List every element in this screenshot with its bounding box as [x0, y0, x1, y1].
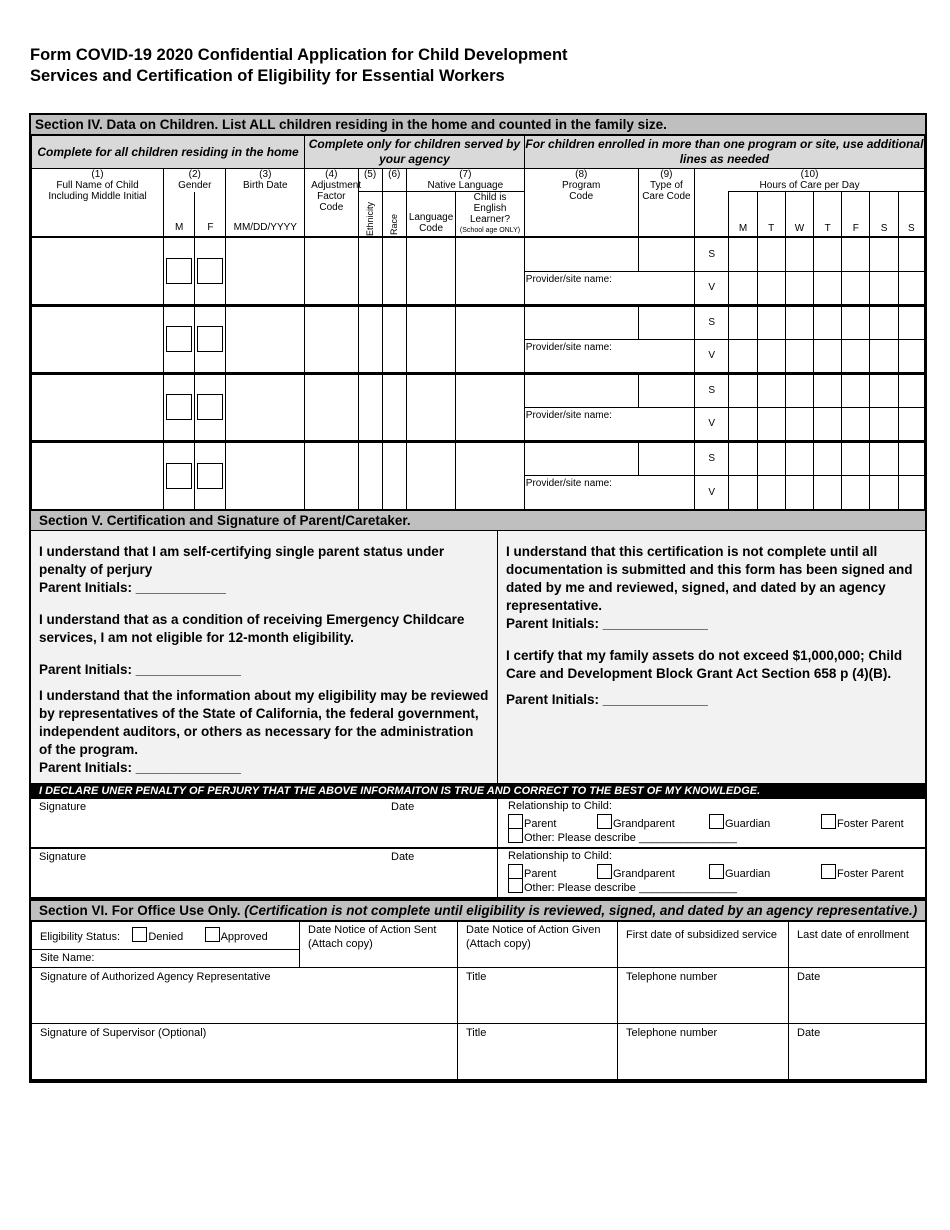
- program-code-field[interactable]: [524, 237, 638, 271]
- hours-cell[interactable]: [785, 407, 813, 441]
- hours-v-label: V: [695, 271, 729, 305]
- hours-cell[interactable]: [842, 441, 870, 475]
- hours-cell[interactable]: [898, 237, 924, 271]
- hours-cell[interactable]: [814, 305, 842, 339]
- checkbox-icon: [709, 864, 724, 879]
- children-table: [31, 135, 925, 510]
- race-field[interactable]: [382, 237, 406, 305]
- col10-label: Hours of Care per Day: [759, 180, 860, 191]
- hours-cell[interactable]: [785, 271, 813, 305]
- cert-12-month: I understand that as a condition of receiving Emergency Childcare services, I am not eligible for 12-month eligibility.: [39, 611, 465, 645]
- relationship-grandparent[interactable]: Grandparent: [597, 814, 675, 830]
- provider-site-field[interactable]: Provider/site name:: [524, 339, 694, 373]
- child-row: [32, 305, 925, 339]
- initials-assets[interactable]: Parent Initials: ______________: [506, 691, 708, 707]
- child-row: [32, 373, 925, 407]
- hours-cell[interactable]: [842, 475, 870, 509]
- hours-cell[interactable]: [842, 373, 870, 407]
- hours-cell[interactable]: [898, 475, 924, 509]
- gender-f-checkbox[interactable]: [197, 258, 223, 284]
- supervisor-date-field[interactable]: Date: [789, 1023, 926, 1079]
- day-sat: S: [870, 192, 898, 238]
- hours-cell[interactable]: [729, 237, 757, 271]
- provider-site-field[interactable]: Provider/site name:: [524, 407, 694, 441]
- hours-cell[interactable]: [898, 373, 924, 407]
- section5-heading: Section V. Certification and Signature of Parent/Caretaker.: [31, 510, 925, 530]
- col3-num: (3): [259, 169, 272, 180]
- col2-label: Gender: [178, 180, 212, 191]
- signature-field[interactable]: [31, 799, 498, 847]
- initials-12-month[interactable]: Parent Initials: ______________: [39, 661, 241, 677]
- care-type-field[interactable]: [638, 305, 694, 339]
- notice-sent-field[interactable]: Date Notice of Action Sent (Attach copy): [300, 921, 458, 967]
- checkbox-icon: [508, 828, 523, 843]
- col8-num: (8): [575, 169, 588, 180]
- hours-cell[interactable]: [757, 339, 785, 373]
- notice-given-field[interactable]: Date Notice of Action Given (Attach copy): [458, 921, 618, 967]
- perjury-declaration: I DECLARE UNER PENALTY OF PERJURY THAT THE ABOVE INFORMAITON IS TRUE AND CORRECT TO THE BEST OF MY KNOWLEDGE.: [31, 783, 925, 799]
- hours-cell[interactable]: [757, 305, 785, 339]
- checkbox-icon: [508, 814, 523, 829]
- signature-row: [31, 849, 925, 899]
- hours-cell[interactable]: [842, 271, 870, 305]
- gender-m-checkbox[interactable]: [166, 394, 192, 420]
- hours-s-label: S: [695, 237, 729, 271]
- care-type-field[interactable]: [638, 441, 694, 475]
- provider-site-field[interactable]: Provider/site name:: [524, 271, 694, 305]
- hours-cell[interactable]: [870, 305, 898, 339]
- supervisor-title-field[interactable]: Title: [458, 1023, 618, 1079]
- program-code-field[interactable]: [524, 373, 638, 407]
- hours-cell[interactable]: [729, 271, 757, 305]
- col7-num: (7): [459, 169, 472, 180]
- ethnicity-field[interactable]: [358, 373, 382, 441]
- hours-cell[interactable]: [785, 441, 813, 475]
- relationship-foster[interactable]: Foster Parent: [821, 864, 904, 880]
- english-learner-field[interactable]: [456, 237, 525, 305]
- gender-m-checkbox[interactable]: [166, 258, 192, 284]
- initials-single-parent[interactable]: Parent Initials: ____________: [39, 579, 226, 595]
- hours-cell[interactable]: [842, 305, 870, 339]
- col9-num: (9): [660, 169, 673, 180]
- day-thu: T: [814, 192, 842, 238]
- col5-num: (5): [358, 169, 382, 192]
- adjustment-code-field[interactable]: [305, 373, 358, 441]
- english-learner-field[interactable]: [456, 373, 525, 441]
- program-code-field[interactable]: [524, 441, 638, 475]
- child-row: [32, 237, 925, 271]
- col1-num: (1): [91, 169, 104, 180]
- hours-cell[interactable]: [870, 237, 898, 271]
- form-title-line1: Form COVID-19 2020 Confidential Application for Child Development: [30, 46, 568, 64]
- relationship-parent[interactable]: Parent: [508, 864, 556, 880]
- hours-cell[interactable]: [842, 339, 870, 373]
- day-tue: T: [757, 192, 785, 238]
- form-title-line2: Services and Certification of Eligibility for Essential Workers: [30, 67, 505, 85]
- birth-date-field[interactable]: [226, 237, 305, 305]
- english-learner-field[interactable]: [456, 441, 525, 509]
- child-name-field[interactable]: [32, 441, 164, 509]
- adjustment-code-field[interactable]: [305, 305, 358, 373]
- col4-label: Adjustment Factor Code: [311, 180, 362, 213]
- ethnicity-field[interactable]: [358, 441, 382, 509]
- relationship-label: Relationship to Child:: [508, 799, 612, 812]
- group-agency-children: Complete only for children served by your agency: [305, 136, 525, 169]
- col4-num: (4): [325, 169, 338, 180]
- signature-label: Signature: [39, 850, 87, 863]
- day-fri: F: [842, 192, 870, 238]
- col1-sub: Including Middle Initial: [48, 191, 147, 202]
- ethnicity-field[interactable]: [358, 237, 382, 305]
- race-field[interactable]: [382, 305, 406, 373]
- hours-cell[interactable]: [729, 475, 757, 509]
- agency-date-field[interactable]: Date: [789, 967, 926, 1023]
- checkbox-icon: [821, 864, 836, 879]
- eligibility-status: Eligibility Status: Denied Approved: [32, 921, 300, 949]
- col2-num: (2): [188, 169, 201, 180]
- signature-row: [31, 799, 925, 849]
- provider-site-field[interactable]: Provider/site name:: [524, 475, 694, 509]
- hours-v-label: V: [695, 339, 729, 373]
- hours-cell[interactable]: [785, 373, 813, 407]
- approved-checkbox[interactable]: Approved: [205, 931, 268, 943]
- form-title: [30, 45, 568, 87]
- hours-cell[interactable]: [757, 441, 785, 475]
- checkbox-icon: [709, 814, 724, 829]
- hours-cell[interactable]: [898, 271, 924, 305]
- group-all-children: Complete for all children residing in the home: [32, 136, 305, 169]
- first-date-field[interactable]: First date of subsidized service: [618, 921, 789, 967]
- relationship-other[interactable]: Other: Please describe ________________: [508, 878, 915, 894]
- day-mon: M: [729, 192, 757, 238]
- hours-cell[interactable]: [757, 407, 785, 441]
- care-type-field[interactable]: [638, 237, 694, 271]
- child-name-field[interactable]: [32, 373, 164, 441]
- gender-f-label: F: [195, 192, 226, 238]
- hours-cell[interactable]: [729, 441, 757, 475]
- adjustment-code-field[interactable]: [305, 237, 358, 305]
- section4-heading: Section IV. Data on Children. List ALL children residing in the home and counted in the family size.: [31, 115, 925, 135]
- english-learner-label: Child is English Learner?: [470, 192, 511, 225]
- hours-cell[interactable]: [898, 441, 924, 475]
- birth-date-field[interactable]: [226, 441, 305, 509]
- hours-v-label: V: [695, 475, 729, 509]
- hours-cell[interactable]: [870, 407, 898, 441]
- hours-cell[interactable]: [842, 237, 870, 271]
- hours-cell[interactable]: [870, 339, 898, 373]
- care-type-field[interactable]: [638, 373, 694, 407]
- checkbox-icon: [132, 927, 147, 942]
- relationship-label: Relationship to Child:: [508, 849, 612, 862]
- language-code-field[interactable]: [406, 237, 455, 305]
- hours-cell[interactable]: [842, 407, 870, 441]
- col8-label: Program Code: [562, 180, 601, 202]
- col6-num: (6): [382, 169, 406, 192]
- checkbox-icon: [821, 814, 836, 829]
- ethnicity-field[interactable]: [358, 305, 382, 373]
- hours-cell[interactable]: [785, 305, 813, 339]
- hours-cell[interactable]: [757, 373, 785, 407]
- group-multi-program: For children enrolled in more than one program or site, use additional lines as needed: [524, 136, 924, 169]
- relationship-grandparent[interactable]: Grandparent: [597, 864, 675, 880]
- site-name-field[interactable]: Site Name:: [32, 949, 300, 967]
- checkbox-icon: [508, 878, 523, 893]
- hours-cell[interactable]: [814, 407, 842, 441]
- race-field[interactable]: [382, 373, 406, 441]
- initials-review[interactable]: Parent Initials: ______________: [39, 759, 241, 775]
- gender-f-checkbox[interactable]: [197, 326, 223, 352]
- denied-checkbox[interactable]: Denied: [132, 931, 183, 943]
- relationship-guardian[interactable]: Guardian: [709, 814, 770, 830]
- english-learner-field[interactable]: [456, 305, 525, 373]
- gender-m-checkbox[interactable]: [166, 326, 192, 352]
- hours-cell[interactable]: [814, 271, 842, 305]
- hours-cell[interactable]: [814, 475, 842, 509]
- date-label: Date: [391, 800, 415, 813]
- hours-cell[interactable]: [870, 373, 898, 407]
- section6-heading: Section VI. For Office Use Only. (Certification is not complete until eligibility is reviewed, signed, and dated by an agency representative.): [31, 899, 925, 921]
- day-sun: S: [898, 192, 924, 238]
- gender-f-checkbox[interactable]: [197, 463, 223, 489]
- race-field[interactable]: [382, 441, 406, 509]
- hours-cell[interactable]: [785, 237, 813, 271]
- checkbox-icon: [508, 864, 523, 879]
- language-code-field[interactable]: [406, 441, 455, 509]
- hours-cell[interactable]: [814, 441, 842, 475]
- checkbox-icon: [597, 814, 612, 829]
- hours-cell[interactable]: [870, 475, 898, 509]
- supervisor-signature-field[interactable]: Signature of Supervisor (Optional): [32, 1023, 458, 1079]
- child-name-field[interactable]: [32, 305, 164, 373]
- hours-cell[interactable]: [898, 305, 924, 339]
- col7-label: Native Language: [427, 180, 504, 191]
- relationship-guardian[interactable]: Guardian: [709, 864, 770, 880]
- hours-cell[interactable]: [870, 271, 898, 305]
- agency-telephone-field[interactable]: Telephone number: [618, 967, 789, 1023]
- office-use-table: [31, 921, 926, 1080]
- last-date-field[interactable]: Last date of enrollment: [789, 921, 926, 967]
- hours-cell[interactable]: [814, 373, 842, 407]
- birth-date-field[interactable]: [226, 373, 305, 441]
- col3-format: MM/DD/YYYY: [233, 222, 297, 233]
- cert-documentation: I understand that this certification is not complete until all documentation is submitted and this form has been signed and dated by me and reviewed, signed, and dated by an agency representative. Parent Initials: ______________: [506, 543, 917, 633]
- signature-field[interactable]: [31, 849, 498, 897]
- hours-cell[interactable]: [898, 407, 924, 441]
- hours-cell[interactable]: [729, 407, 757, 441]
- birth-date-field[interactable]: [226, 305, 305, 373]
- hours-v-label: V: [695, 407, 729, 441]
- child-name-field[interactable]: [32, 237, 164, 305]
- hours-cell[interactable]: [757, 475, 785, 509]
- cert-assets: I certify that my family assets do not exceed $1,000,000; Child Care and Development Block Grant Act Section 658 p (4)(B).: [506, 647, 903, 681]
- day-wed: W: [785, 192, 813, 238]
- ethnicity-label: Ethnicity: [364, 201, 375, 236]
- relationship-parent[interactable]: Parent: [508, 814, 556, 830]
- relationship-foster[interactable]: Foster Parent: [821, 814, 904, 830]
- gender-m-checkbox[interactable]: [166, 463, 192, 489]
- hours-s-label: S: [695, 305, 729, 339]
- hours-cell[interactable]: [729, 373, 757, 407]
- language-code-field[interactable]: [406, 305, 455, 373]
- col3-label: Birth Date: [243, 180, 288, 191]
- gender-f-checkbox[interactable]: [197, 394, 223, 420]
- checkbox-icon: [597, 864, 612, 879]
- relationship-other[interactable]: Other: Please describe ________________: [508, 828, 915, 844]
- program-code-field[interactable]: [524, 305, 638, 339]
- hours-cell[interactable]: [757, 237, 785, 271]
- hours-cell[interactable]: [814, 339, 842, 373]
- cert-single-parent: I understand that I am self-certifying single parent status under penalty of perjury Parent Initials: ____________: [39, 543, 489, 597]
- signature-label: Signature: [39, 800, 87, 813]
- initials-documentation[interactable]: Parent Initials: ______________: [506, 615, 708, 631]
- hours-cell[interactable]: [785, 339, 813, 373]
- hours-s-label: S: [695, 441, 729, 475]
- race-label: Race: [388, 213, 399, 235]
- hours-s-label: S: [695, 373, 729, 407]
- hours-cell[interactable]: [757, 271, 785, 305]
- hours-cell[interactable]: [814, 237, 842, 271]
- hours-cell[interactable]: [729, 339, 757, 373]
- supervisor-telephone-field[interactable]: Telephone number: [618, 1023, 789, 1079]
- hours-cell[interactable]: [898, 339, 924, 373]
- col10-num: (10): [800, 169, 819, 180]
- application-form: [29, 113, 927, 1083]
- language-code-label: Language Code: [406, 192, 455, 238]
- col9-label: Type of Care Code: [642, 180, 691, 202]
- col1-label: Full Name of Child: [56, 180, 139, 191]
- hours-cell[interactable]: [870, 441, 898, 475]
- checkbox-icon: [205, 927, 220, 942]
- hours-cell[interactable]: [785, 475, 813, 509]
- gender-m-label: M: [164, 192, 195, 238]
- cert-review: I understand that the information about my eligibility may be reviewed by representatives of the State of California, the federal government, independent auditors, or others as necessary for the administration of the program. Parent Initials: ______________: [39, 687, 489, 775]
- child-row: [32, 441, 925, 475]
- language-code-field[interactable]: [406, 373, 455, 441]
- agency-title-field[interactable]: Title: [458, 967, 618, 1023]
- agency-signature-field[interactable]: Signature of Authorized Agency Representative: [32, 967, 458, 1023]
- date-label: Date: [391, 850, 415, 863]
- hours-cell[interactable]: [729, 305, 757, 339]
- adjustment-code-field[interactable]: [305, 441, 358, 509]
- school-age-label: (School age ONLY): [459, 227, 521, 234]
- certification-block: [31, 530, 925, 783]
